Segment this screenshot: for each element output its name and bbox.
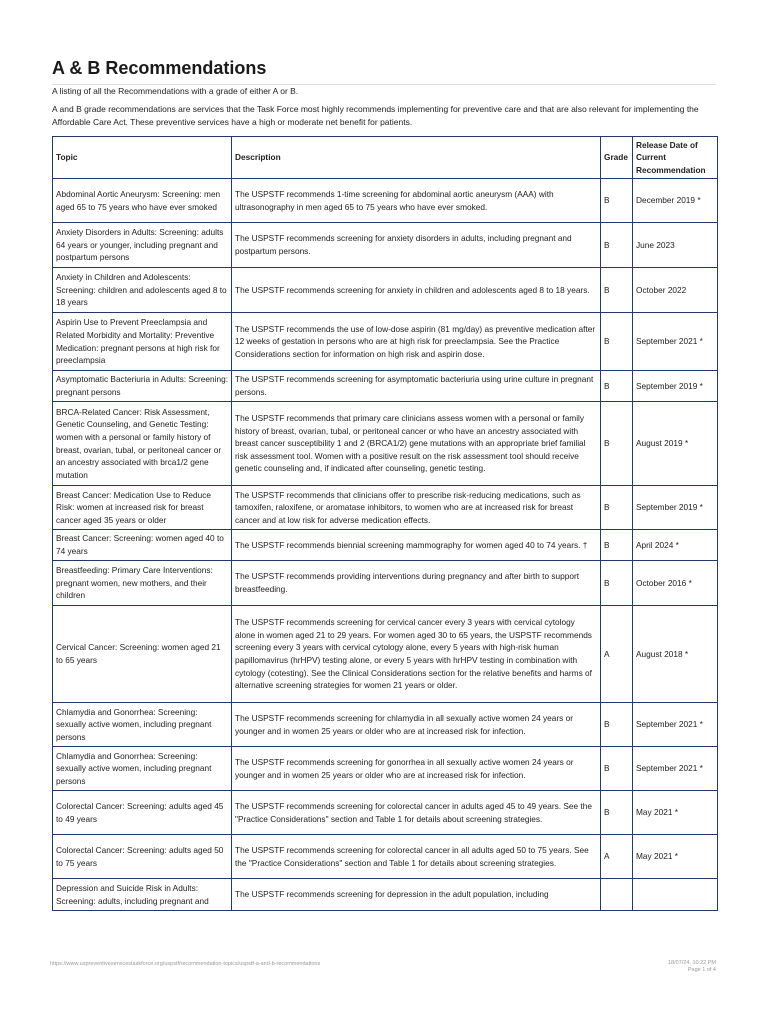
cell-topic: Anxiety in Children and Adolescents: Screening: children and adolescents aged 8 to 18 years	[53, 268, 232, 313]
table-header-row	[53, 137, 718, 179]
cell-release-date: September 2021 *	[633, 747, 718, 791]
cell-grade: B	[601, 791, 633, 835]
cell-grade: B	[601, 486, 633, 530]
cell-grade	[601, 879, 633, 911]
cell-grade: B	[601, 402, 633, 486]
table-row	[53, 703, 718, 747]
footer-datetime: 18/07/24, 10:22 PM	[667, 960, 716, 966]
cell-release-date: September 2021 *	[633, 703, 718, 747]
table-row	[53, 371, 718, 402]
table-row	[53, 606, 718, 703]
cell-description: The USPSTF recommends that primary care clinicians assess women with a personal or family history of breast, ovarian, tubal, or peritoneal cancer or who have an ancestry associated with breast cancer susceptibility 1 and 2 (BRCA1/2) gene mutations with an appropriate brief familial risk assessment tool. Women with a positive result on the risk assessment tool should receive genetic counseling and, if indicated after counseling, genetic testing.	[232, 402, 601, 486]
cell-release-date: December 2019 *	[633, 179, 718, 223]
cell-release-date: October 2022	[633, 268, 718, 313]
cell-topic: Cervical Cancer: Screening: women aged 21 to 65 years	[53, 606, 232, 703]
table-row	[53, 791, 718, 835]
cell-description: The USPSTF recommends screening for anxiety in children and adolescents aged 8 to 18 years.	[232, 268, 601, 313]
cell-description: The USPSTF recommends that clinicians offer to prescribe risk-reducing medications, such as tamoxifen, raloxifene, or aromatase inhibitors, to women who are at increased risk for breast cancer and at low risk for adverse medication effects.	[232, 486, 601, 530]
cell-release-date: September 2019 *	[633, 486, 718, 530]
cell-topic: Colorectal Cancer: Screening: adults aged 45 to 49 years	[53, 791, 232, 835]
cell-grade: B	[601, 268, 633, 313]
table-row	[53, 179, 718, 223]
header-release-date: Release Date of Current Recommendation	[633, 137, 718, 179]
cell-topic: Chlamydia and Gonorrhea: Screening: sexually active women, including pregnant persons	[53, 747, 232, 791]
footer-url: https://www.uspreventiveservicestaskforce.org/uspstf/recommendation-topics/uspstf-a-and-b-recommendations	[50, 961, 321, 967]
cell-topic: Anxiety Disorders in Adults: Screening: adults 64 years or younger, including pregnant and postpartum persons	[53, 223, 232, 268]
footer-page-number: Page 1 of 4	[687, 967, 716, 973]
footer-meta	[640, 960, 716, 974]
cell-grade: B	[601, 703, 633, 747]
cell-topic: Breast Cancer: Screening: women aged 40 to 74 years	[53, 530, 232, 561]
cell-topic: BRCA-Related Cancer: Risk Assessment, Genetic Counseling, and Genetic Testing: women with a personal or family history of breast, ovarian, tubal, or peritoneal cancer or an ancestry associated with brca1/2 gene mutation	[53, 402, 232, 486]
cell-release-date: May 2021 *	[633, 835, 718, 879]
cell-grade: B	[601, 179, 633, 223]
page-title: A & B Recommendations	[52, 58, 267, 78]
cell-description: The USPSTF recommends providing interventions during pregnancy and after birth to support breastfeeding.	[232, 561, 601, 606]
cell-grade: B	[601, 530, 633, 561]
cell-release-date: August 2018 *	[633, 606, 718, 703]
recommendations-table	[52, 136, 718, 911]
page-subtitle: A listing of all the Recommendations with a grade of either A or B.	[52, 86, 299, 96]
cell-release-date: September 2021 *	[633, 313, 718, 371]
cell-topic: Chlamydia and Gonorrhea: Screening: sexually active women, including pregnant persons	[53, 703, 232, 747]
cell-description: The USPSTF recommends screening for gonorrhea in all sexually active women 24 years or younger and in women 25 years or older who are at increased risk for infection.	[232, 747, 601, 791]
cell-release-date: April 2024 *	[633, 530, 718, 561]
cell-grade: B	[601, 313, 633, 371]
cell-release-date: September 2019 *	[633, 371, 718, 402]
table-row	[53, 530, 718, 561]
cell-description: The USPSTF recommends screening for colorectal cancer in adults aged 45 to 49 years. See the "Practice Considerations" section and Table 1 for details about screening strategies.	[232, 791, 601, 835]
cell-description: The USPSTF recommends screening for asymptomatic bacteriuria using urine culture in pregnant persons.	[232, 371, 601, 402]
cell-description: The USPSTF recommends screening for cervical cancer every 3 years with cervical cytology alone in women aged 21 to 29 years. For women aged 30 to 65 years, the USPSTF recommends screening every 3 years with cervical cytology alone, every 5 years with high-risk human papillomavirus (hrHPV) testing alone, or every 5 years with hrHPV testing in combination with cytology (cotesting). See the Clinical Considerations section for the relative benefits and harms of alternative screening strategies for women 21 years or older.	[232, 606, 601, 703]
cell-description: The USPSTF recommends biennial screening mammography for women aged 40 to 74 years. †	[232, 530, 601, 561]
cell-grade: B	[601, 561, 633, 606]
cell-topic: Abdominal Aortic Aneurysm: Screening: men aged 65 to 75 years who have ever smoked	[53, 179, 232, 223]
header-grade: Grade	[601, 137, 633, 179]
cell-topic: Aspirin Use to Prevent Preeclampsia and Related Morbidity and Mortality: Preventive Medication: pregnant persons at high risk for preeclampsia	[53, 313, 232, 371]
cell-grade: A	[601, 835, 633, 879]
cell-description: The USPSTF recommends screening for colorectal cancer in all adults aged 50 to 75 years. See the "Practice Considerations" section and Table 1 for details about screening strategies.	[232, 835, 601, 879]
cell-grade: B	[601, 371, 633, 402]
table-row	[53, 268, 718, 313]
cell-topic: Depression and Suicide Risk in Adults: Screening: adults, including pregnant and	[53, 879, 232, 911]
table-row	[53, 223, 718, 268]
cell-release-date: October 2016 *	[633, 561, 718, 606]
cell-topic: Colorectal Cancer: Screening: adults aged 50 to 75 years	[53, 835, 232, 879]
header-description: Description	[232, 137, 601, 179]
intro-paragraph: A and B grade recommendations are services that the Task Force most highly recommends implementing for preventive care and that are also relevant for implementing the Affordable Care Act. These preventive services have a high or moderate net benefit for patients.	[52, 104, 699, 127]
table-row	[53, 747, 718, 791]
cell-description: The USPSTF recommends 1-time screening for abdominal aortic aneurysm (AAA) with ultrasonography in men aged 65 to 75 years who have ever smoked.	[232, 179, 601, 223]
table-row	[53, 402, 718, 486]
cell-release-date: August 2019 *	[633, 402, 718, 486]
cell-topic: Breast Cancer: Medication Use to Reduce Risk: women at increased risk for breast cancer aged 35 years or older	[53, 486, 232, 530]
table-row	[53, 313, 718, 371]
cell-release-date	[633, 879, 718, 911]
cell-release-date: June 2023	[633, 223, 718, 268]
cell-description: The USPSTF recommends the use of low-dose aspirin (81 mg/day) as preventive medication after 12 weeks of gestation in persons who are at high risk for preeclampsia. See the Practice Considerations section for information on high risk and aspirin dose.	[232, 313, 601, 371]
cell-grade: B	[601, 747, 633, 791]
cell-description: The USPSTF recommends screening for anxiety disorders in adults, including pregnant and postpartum persons.	[232, 223, 601, 268]
table-row	[53, 486, 718, 530]
table-row	[53, 879, 718, 911]
cell-description: The USPSTF recommends screening for depression in the adult population, including	[232, 879, 601, 911]
cell-grade: A	[601, 606, 633, 703]
table-row	[53, 561, 718, 606]
cell-description: The USPSTF recommends screening for chlamydia in all sexually active women 24 years or younger and in women 25 years or older who are at increased risk for infection.	[232, 703, 601, 747]
cell-grade: B	[601, 223, 633, 268]
cell-release-date: May 2021 *	[633, 791, 718, 835]
cell-topic: Breastfeeding: Primary Care Interventions: pregnant women, new mothers, and their children	[53, 561, 232, 606]
header-topic: Topic	[53, 137, 232, 179]
cell-topic: Asymptomatic Bacteriuria in Adults: Screening: pregnant persons	[53, 371, 232, 402]
table-row	[53, 835, 718, 879]
